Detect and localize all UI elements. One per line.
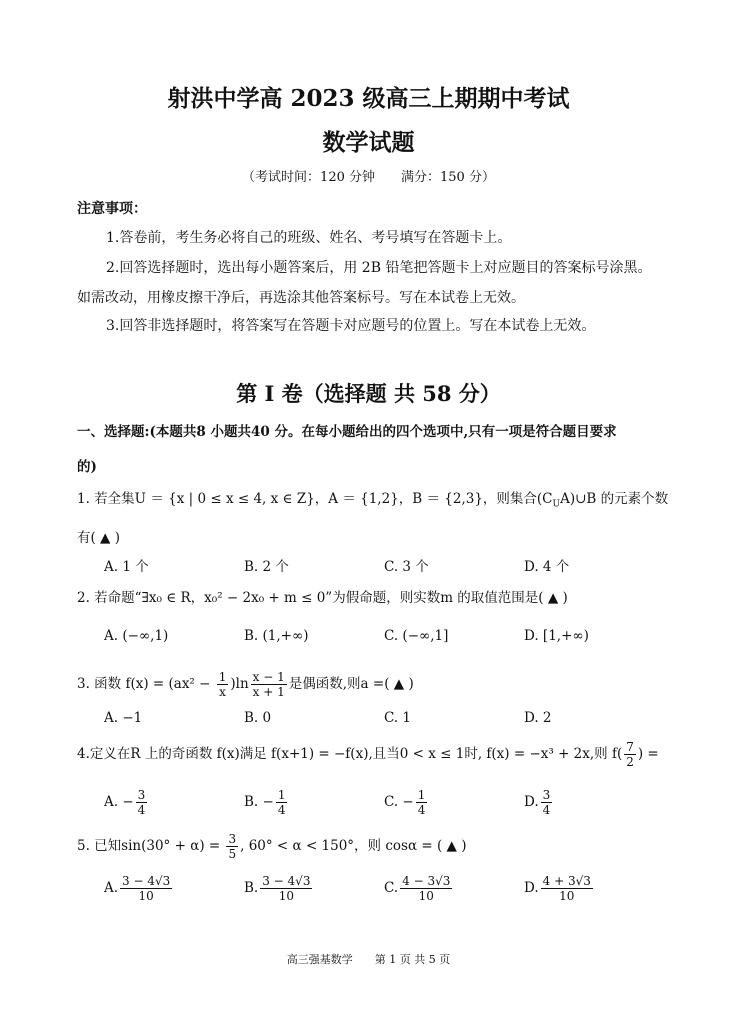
q5-stem-post: , 60° < α < 150°，则 cosα = ( ▲ )	[240, 838, 467, 854]
q3-stem	[77, 670, 414, 699]
q5-option-a-den: 10	[138, 889, 154, 903]
q5-option-a	[104, 874, 174, 903]
q3-frac2-num: x − 1	[252, 670, 285, 684]
q3-stem-post: 是偶函数,则a =( ▲ )	[288, 676, 414, 692]
q4-stem	[77, 740, 659, 769]
q4-option-c-den: 4	[417, 803, 426, 817]
section-instructions-1: 一、选择题:(本题共8 小题共40 分。在每小题给出的四个选项中,只有一项是符合题目要求	[77, 424, 617, 440]
q5-frac-num: 3	[228, 832, 237, 846]
q5-fraction	[226, 832, 238, 861]
notes-item-2a: 2.回答选择题时，选出每小题答案后，用 2B 铅笔把答题卡上对应题目的答案标号涂黑。	[106, 260, 652, 276]
q4-option-c-label: C. −	[384, 794, 414, 810]
q1-stem-sub: U	[552, 499, 561, 510]
q3-stem-pre: 3. 函数 f(x) = (ax² −	[77, 676, 215, 692]
q2-option-d: D. [1,+∞)	[524, 628, 589, 644]
q2-option-c: C. (−∞,1]	[384, 628, 449, 644]
q4-option-c	[384, 788, 429, 817]
q2-stem: 2. 若命题“∃x₀ ∈ R，x₀² − 2x₀ + m ≤ 0”为假命题，则实数m 的取值范围是( ▲ )	[77, 590, 568, 606]
notes-item-2b: 如需改动，用橡皮擦干净后，再选涂其他答案标号。写在本试卷上无效。	[77, 290, 525, 306]
page-footer: 高三强基数学 第 1 页 共 5 页	[286, 953, 451, 966]
q2-option-a: A. (−∞,1)	[104, 628, 169, 644]
q4-option-a-label: A. −	[104, 794, 134, 810]
q4-option-b-label: B. −	[244, 794, 274, 810]
q1-option-a: A. 1 个	[104, 559, 149, 575]
q4-option-a	[104, 788, 149, 817]
q1-stem	[77, 487, 668, 510]
q5-option-b-label: B.	[244, 880, 259, 896]
q4-stem-pre: 4.定义在R 上的奇函数 f(x)满足 f(x+1) = −f(x),且当0 < x ≤ 1时, f(x) = −x³ + 2x,则 f(	[77, 746, 623, 762]
q4-option-c-num: 1	[417, 788, 426, 802]
q1-option-c: C. 3 个	[384, 559, 429, 575]
q4-option-a-den: 4	[137, 803, 146, 817]
notes-item-3: 3.回答非选择题时，将答案写在答题卡对应题号的位置上。写在本试卷上无效。	[106, 318, 596, 334]
q1-stem-part1: 1. 若全集U ＝ {x | 0 ≤ x ≤ 4, x ∈ Z}，A ＝ {1,2}，B ＝ {2,3}，则集合(C	[77, 491, 553, 507]
q4-option-b-den: 4	[277, 803, 286, 817]
q4-option-d-den: 4	[542, 803, 551, 817]
q4-option-b	[244, 788, 289, 817]
q4-frac-den: 2	[626, 755, 634, 769]
q2-option-b: B. (1,+∞)	[244, 628, 309, 644]
q4-option-a-num: 3	[137, 788, 146, 802]
q3-fraction-1	[217, 670, 229, 699]
q5-option-a-label: A.	[104, 880, 119, 896]
notes-heading: 注意事项：	[77, 201, 147, 217]
q5-option-c-label: C.	[384, 880, 399, 896]
q5-stem-pre: 5. 已知sin(30° + α) =	[77, 838, 225, 854]
q5-option-b-num: 3 − 4√3	[262, 874, 311, 888]
q3-frac1-den: x	[219, 685, 226, 699]
exam-info: （考试时间：120 分钟 满分：150 分）	[242, 170, 495, 185]
q4-option-b-num: 1	[277, 788, 286, 802]
q3-option-d: D. 2	[524, 710, 552, 726]
q3-stem-mid: )ln	[230, 676, 249, 692]
q5-option-a-num: 3 − 4√3	[122, 874, 171, 888]
q5-option-d-num: 4 + 3√3	[542, 874, 591, 888]
q5-frac-den: 5	[228, 847, 237, 861]
q1-option-b: B. 2 个	[244, 559, 289, 575]
section-title: 第 I 卷（选择题 共 58 分）	[236, 381, 501, 406]
q3-option-a: A. −1	[104, 710, 143, 726]
q5-stem	[77, 832, 466, 861]
q5-option-d-den: 10	[559, 889, 575, 903]
q1-option-d: D. 4 个	[524, 559, 570, 575]
q4-option-d-label: D.	[524, 794, 539, 810]
q3-frac2-den: x + 1	[252, 685, 285, 699]
q5-option-b	[244, 874, 314, 903]
q4-option-d	[524, 788, 554, 817]
exam-title: 射洪中学高 2023 级高三上期期中考试	[167, 85, 570, 112]
q3-frac1-num: 1	[218, 670, 227, 684]
q3-option-c: C. 1	[384, 710, 412, 726]
q5-option-c	[384, 874, 454, 903]
q4-fraction	[624, 740, 636, 769]
q3-fraction-2	[251, 670, 287, 699]
q5-option-c-num: 4 − 3√3	[402, 874, 451, 888]
notes-item-1: 1.答卷前，考生务必将自己的班级、姓名、考号填写在答题卡上。	[106, 230, 512, 246]
q5-option-b-den: 10	[278, 889, 294, 903]
q5-option-d	[524, 874, 595, 903]
section-instructions-2: 的)	[77, 459, 97, 475]
exam-subject: 数学试题	[322, 129, 415, 156]
q4-option-d-num: 3	[542, 788, 551, 802]
q1-stem-cont: 有( ▲ )	[77, 530, 120, 546]
q4-frac-num: 7	[626, 740, 634, 754]
q1-stem-part2: A)∪B 的元素个数	[560, 491, 669, 507]
q3-option-b: B. 0	[244, 710, 272, 726]
q5-option-d-label: D.	[524, 880, 539, 896]
q4-stem-post: ) =	[637, 746, 659, 762]
q5-option-c-den: 10	[418, 889, 434, 903]
